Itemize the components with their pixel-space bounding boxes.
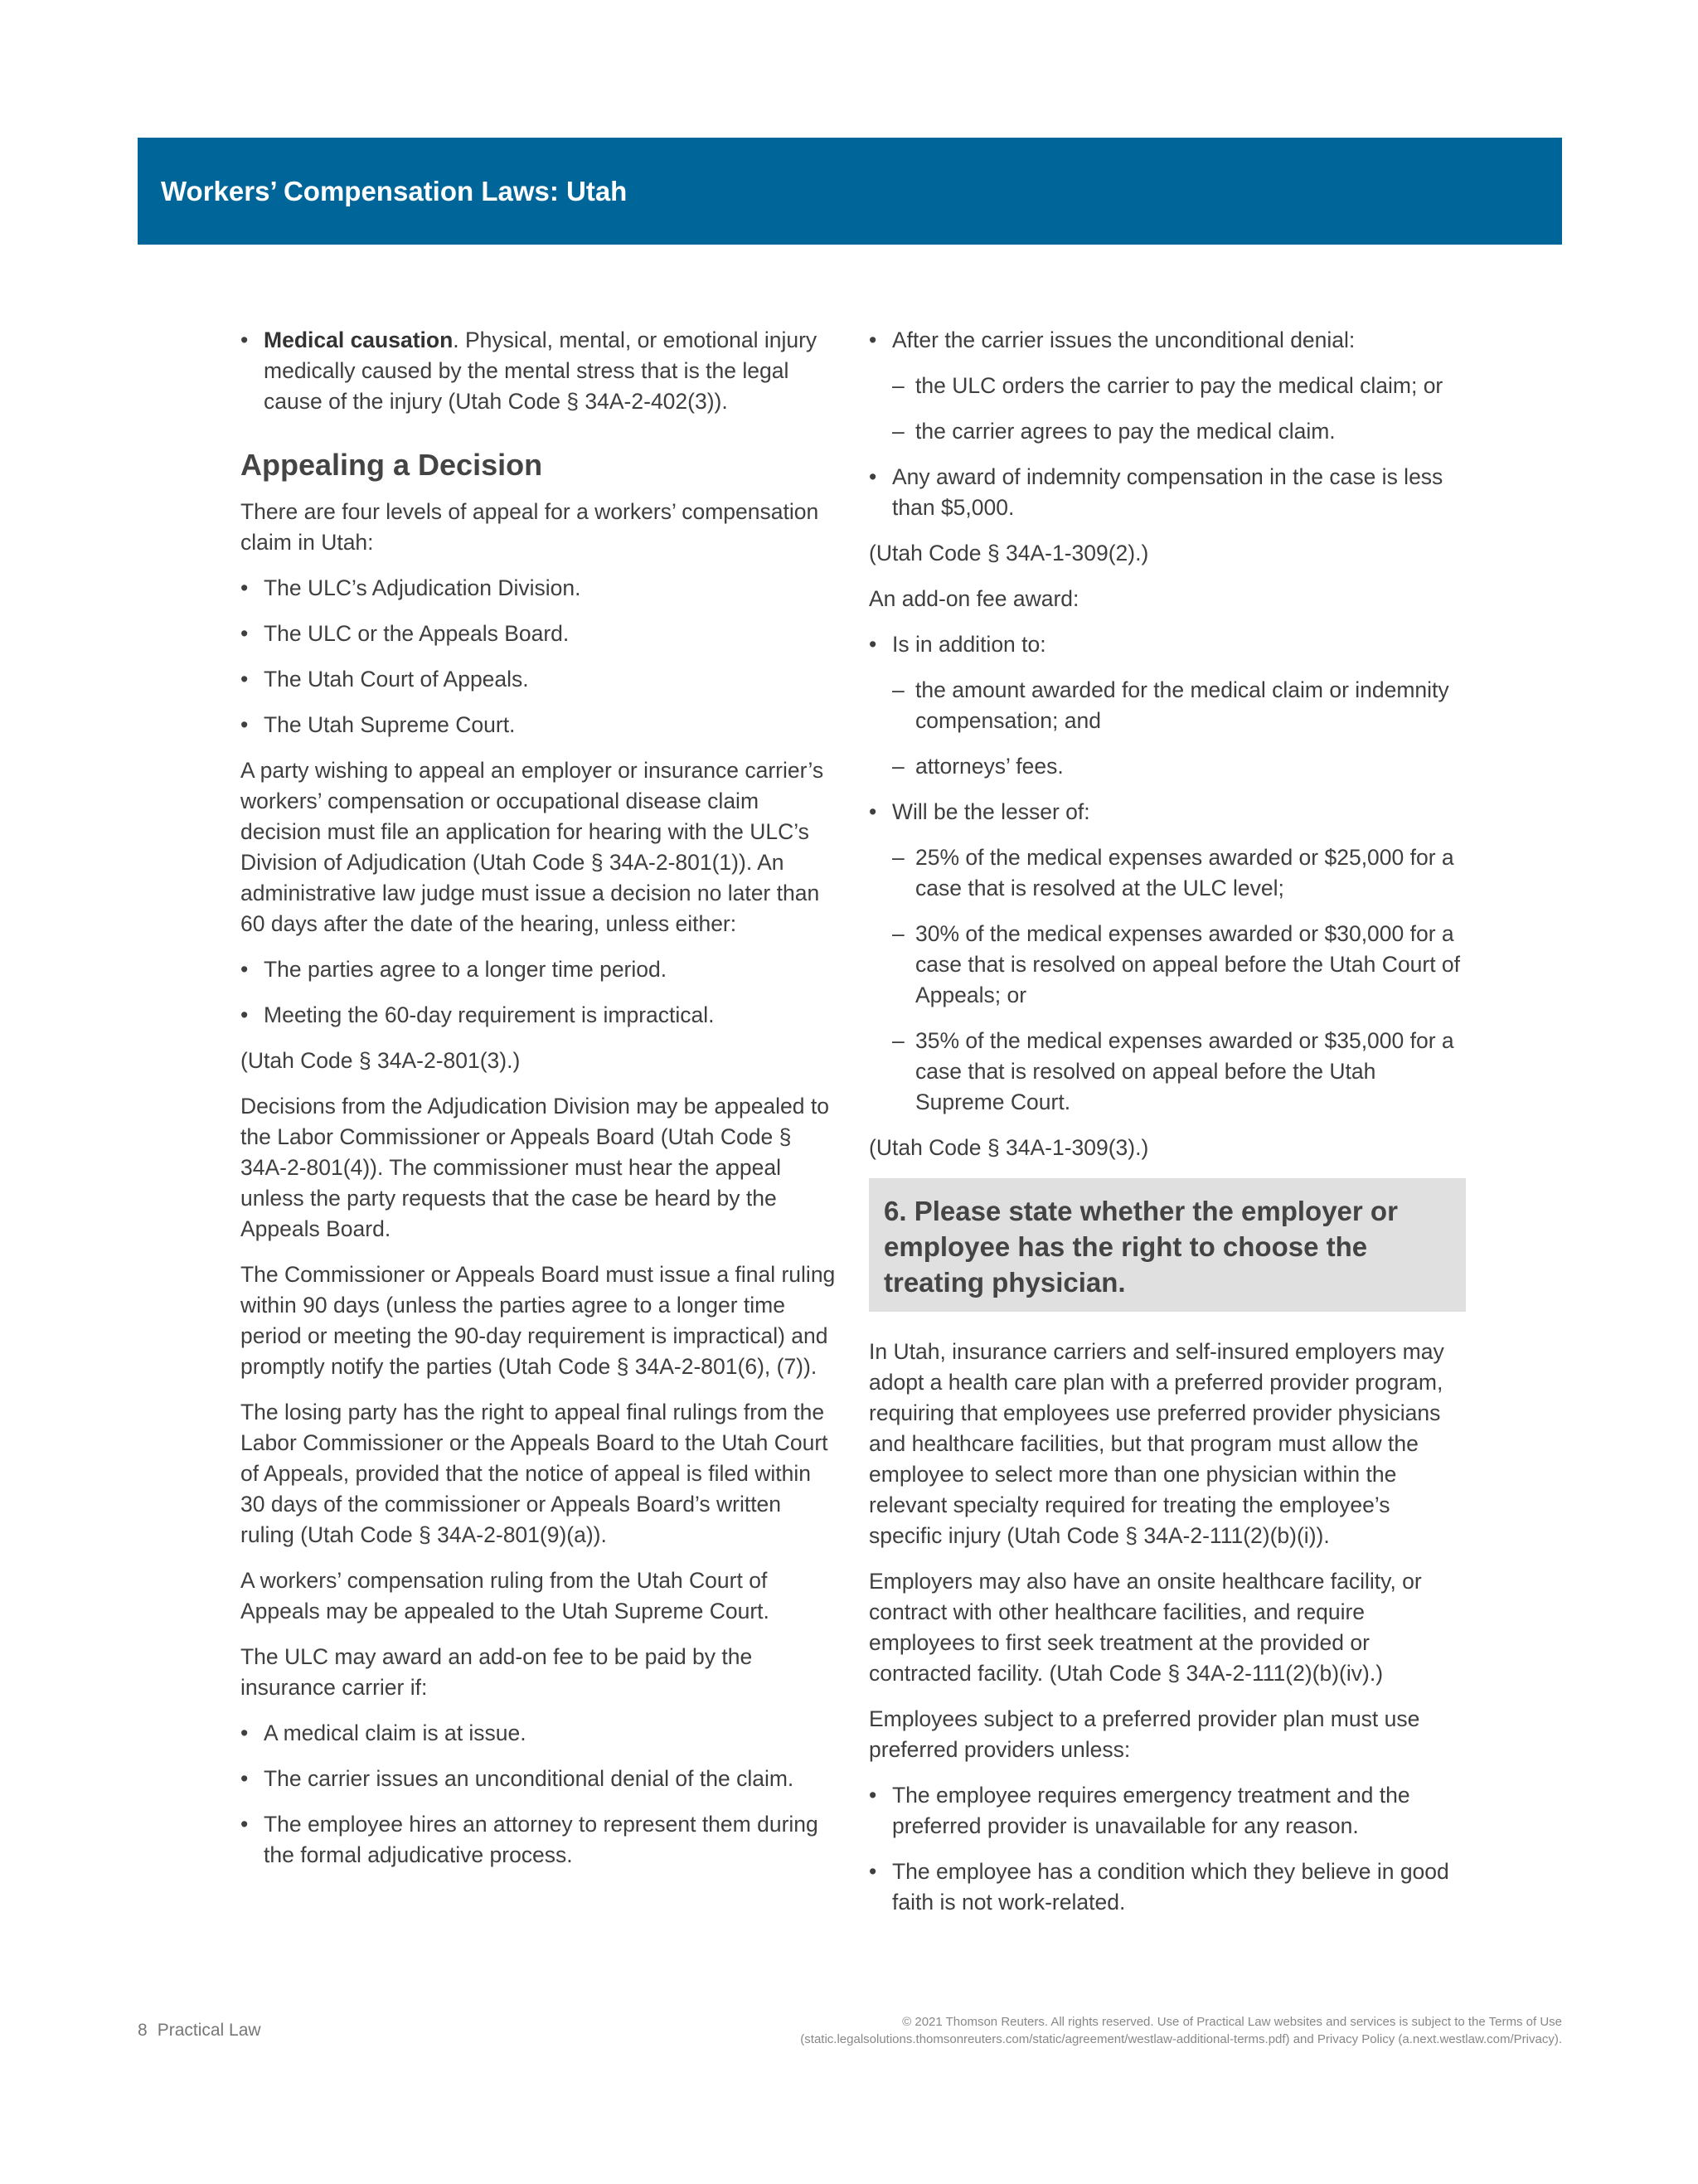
list-item: • Is in addition to:	[869, 629, 1466, 660]
left-column	[240, 325, 837, 1886]
question-heading: 6. Please state whether the employer or employee has the right to choose the treating physician.	[884, 1196, 1398, 1298]
paragraph: Employees subject to a preferred provider plan must use preferred providers unless:	[869, 1706, 1420, 1762]
sub-list-item: – the carrier agrees to pay the medical claim.	[869, 416, 1466, 447]
paragraph: A party wishing to appeal an employer or insurance carrier’s workers’ compensation or occupational disease claim decision must file an application for hearing with the ULC’s Division of Adjudication (Utah Code § 34A-2-801(1)). An administrative law judge must issue a decision no later than 60 days after the date of the hearing, unless either:	[240, 758, 824, 936]
sub-list-item: – the ULC orders the carrier to pay the medical claim; or	[869, 371, 1466, 401]
causation-list	[240, 325, 837, 417]
paragraph: The losing party has the right to appeal final rulings from the Labor Commissioner or the Appeals Board to the Utah Court of Appeals, provided that the notice of appeal is filed within 30 days of the commissioner or Appeals Board’s written ruling (Utah Code § 34A-2-801(9)(a)).	[240, 1400, 828, 1547]
copyright-notice	[484, 2013, 1562, 2048]
section-heading: Appealing a Decision	[240, 448, 543, 482]
sub-list-item: – 25% of the medical expenses awarded or $25,000 for a case that is resolved at the ULC level;	[869, 842, 1466, 904]
appeal-levels-list	[240, 573, 837, 740]
list-item: • A medical claim is at issue.	[240, 1718, 837, 1749]
right-column	[869, 325, 1466, 1933]
paragraph: Decisions from the Adjudication Division may be appealed to the Labor Commissioner or Appeals Board (Utah Code § 34A-2-801(4)). The commissioner must hear the appeal unless the party requests that the case be heard by the Appeals Board.	[240, 1094, 830, 1241]
paragraph: An add-on fee award:	[869, 586, 1079, 611]
paragraph: The ULC may award an add-on fee to be paid by the insurance carrier if:	[240, 1644, 753, 1700]
sub-list-item: – 30% of the medical expenses awarded or $30,000 for a case that is resolved on appeal before the Utah Court of Appeals; or	[869, 919, 1466, 1011]
list-item	[240, 325, 837, 417]
copyright-line: (static.legalsolutions.thomsonreuters.com/static/agreement/westlaw-additional-terms.pdf) and Privacy Policy (a.next.westlaw.com/Privacy).	[800, 2032, 1562, 2046]
term-definition: . Physical, mental, or emotional injury medically caused by the mental stress that is the legal cause of the injury (Utah Code § 34A-2-402(3)).	[264, 328, 817, 414]
list-item: • The employee hires an attorney to represent them during the formal adjudicative process.	[240, 1809, 837, 1871]
sub-list-item: – attorneys’ fees.	[869, 751, 1466, 782]
exceptions-list	[240, 954, 837, 1031]
sub-list-item: – the amount awarded for the medical claim or indemnity compensation; and	[869, 675, 1466, 736]
list-item: • The parties agree to a longer time period.	[240, 954, 837, 985]
preferred-provider-exceptions-list	[869, 1780, 1466, 1918]
paragraph: Employers may also have an onsite healthcare facility, or contract with other healthcare facilities, and require employees to first seek treatment at the provided or contracted facility. (Utah Code § 34A-2-111(2)(b)(iv).)	[869, 1569, 1422, 1686]
page-number: 8	[138, 2021, 148, 2040]
list-item: • The carrier issues an unconditional denial of the claim.	[240, 1764, 837, 1794]
citation: (Utah Code § 34A-1-309(3).)	[869, 1135, 1149, 1160]
paragraph: A workers’ compensation ruling from the Utah Court of Appeals may be appealed to the Utah Supreme Court.	[240, 1568, 769, 1623]
paragraph: In Utah, insurance carriers and self-insured employers may adopt a health care plan with a preferred provider program, requiring that employees use preferred provider physicians and healthcare facilities, but that program must allow the employee to select more than one physician within the relevant specialty required for treating the employee’s specific injury (Utah Code § 34A-2-111(2)(b)(i)).	[869, 1339, 1444, 1548]
list-item: • Will be the lesser of:	[869, 797, 1466, 827]
footer-brand	[138, 2021, 261, 2041]
list-item: • Meeting the 60-day requirement is impractical.	[240, 1000, 837, 1031]
addon-award-list	[869, 629, 1466, 1118]
list-item: • The Utah Supreme Court.	[240, 710, 837, 740]
list-item: • The employee requires emergency treatment and the preferred provider is unavailable for any reason.	[869, 1780, 1466, 1842]
paragraph: The Commissioner or Appeals Board must issue a final ruling within 90 days (unless the parties agree to a longer time period or meeting the 90-day requirement is impractical) and promptly notify the parties (Utah Code § 34A-2-801(6), (7)).	[240, 1262, 836, 1379]
document-title: Workers’ Compensation Laws: Utah	[161, 175, 628, 206]
copyright-line: © 2021 Thomson Reuters. All rights reserved. Use of Practical Law websites and services is subject to the Terms of Use	[902, 2015, 1562, 2029]
list-item: • The Utah Court of Appeals.	[240, 664, 837, 695]
term-bold: Medical causation	[264, 328, 454, 352]
list-item: • After the carrier issues the unconditional denial:	[869, 325, 1466, 356]
brand-name: Practical Law	[157, 2021, 261, 2040]
header-banner	[138, 138, 1562, 245]
list-item: • The ULC or the Appeals Board.	[240, 619, 837, 649]
citation: (Utah Code § 34A-1-309(2).)	[869, 541, 1149, 565]
citation: (Utah Code § 34A-2-801(3).)	[240, 1048, 521, 1073]
addon-conditions-list	[240, 1718, 837, 1871]
list-item: • The employee has a condition which they believe in good faith is not work-related.	[869, 1856, 1466, 1918]
question-box	[869, 1178, 1466, 1312]
addon-conditions-continued	[869, 325, 1466, 523]
list-item: • The ULC’s Adjudication Division.	[240, 573, 837, 604]
list-item: • Any award of indemnity compensation in the case is less than $5,000.	[869, 462, 1466, 523]
sub-list-item: – 35% of the medical expenses awarded or $35,000 for a case that is resolved on appeal before the Utah Supreme Court.	[869, 1026, 1466, 1118]
paragraph: There are four levels of appeal for a workers’ compensation claim in Utah:	[240, 499, 819, 555]
